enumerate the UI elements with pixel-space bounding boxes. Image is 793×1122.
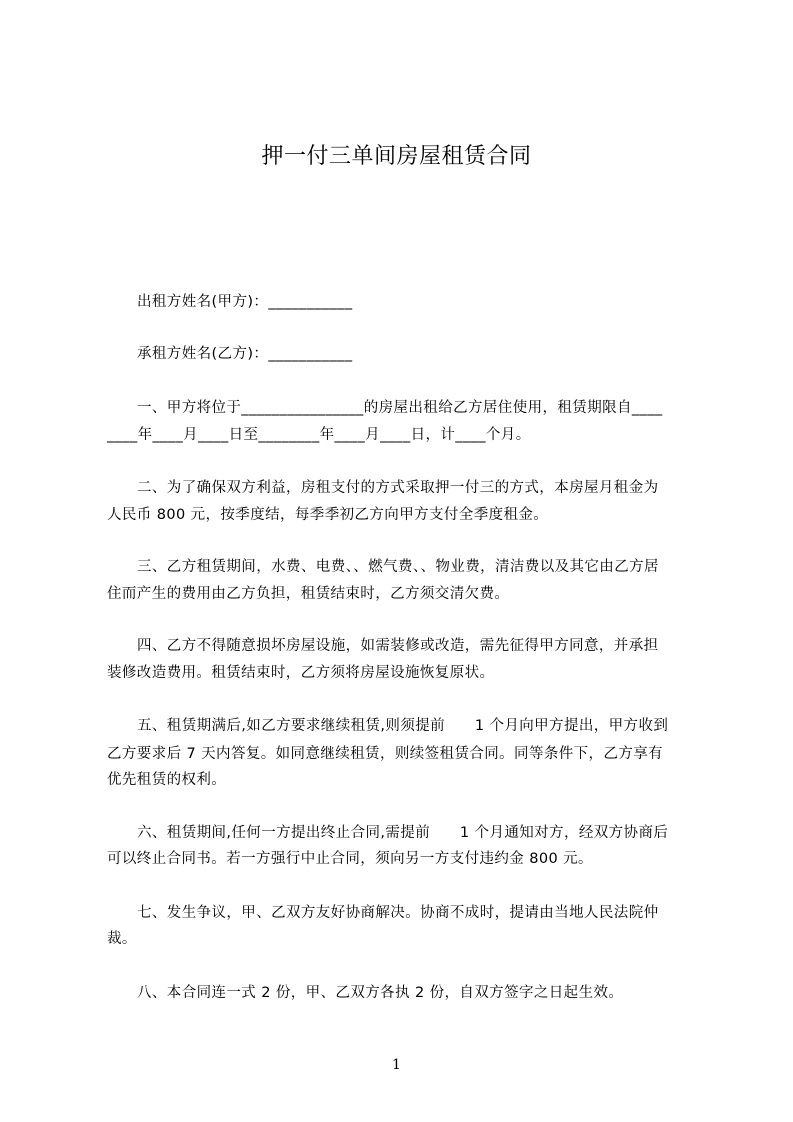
lessee-name-line: 承租方姓名(乙方)：___________	[137, 346, 353, 362]
clause-6-line-1: 六、租赁期间,任何一方提出终止合同,需提前 1 个月通知对方，经双方协商后	[137, 825, 669, 841]
clause-4-line-2: 装修改造费用。租赁结束时，乙方须将房屋设施恢复原状。	[107, 665, 495, 681]
clause-5-line-3: 优先租赁的权利。	[107, 772, 227, 788]
clause-1-line-1: 一、甲方将位于________________的房屋出租给乙方居住使用，租赁期限自____	[137, 400, 663, 416]
clause-4-line-1: 四、乙方不得随意损坏房屋设施，如需装修或改造，需先征得甲方同意，并承担	[137, 638, 659, 654]
clause-7-line-1: 七、发生争议，甲、乙双方友好协商解决。协商不成时，提请由当地人民法院仲	[137, 905, 659, 921]
clause-7-line-2: 裁。	[107, 931, 137, 947]
clause-6-line-2: 可以终止合同书。若一方强行中止合同，须向另一方支付违约金 800 元。	[107, 851, 593, 867]
clause-3-line-2: 住而产生的费用由乙方负担，租赁结束时，乙方须交清欠费。	[107, 586, 510, 602]
clause-5-line-2: 乙方要求后 7 天内答复。如同意继续租赁，则续签租赁合同。同等条件下，乙方享有	[107, 746, 664, 762]
lessor-name-line: 出租方姓名(甲方)：___________	[137, 294, 353, 310]
page-number: 1	[392, 1057, 401, 1073]
clause-2-line-2: 人民币 800 元，按季度结，每季季初乙方向甲方支付全季度租金。	[107, 507, 549, 523]
clause-5-line-1: 五、租赁期满后,如乙方要求继续租赁,则须提前 1 个月向甲方提出，甲方收到	[137, 718, 669, 734]
document-title: 押一付三单间房屋租赁合同	[261, 144, 532, 169]
clause-2-line-1: 二、为了确保双方利益，房租支付的方式采取押一付三的方式，本房屋月租金为	[137, 480, 659, 496]
clause-3-line-1: 三、乙方租赁期间，水费、电费、、燃气费、、物业费，清洁费以及其它由乙方居	[137, 559, 659, 575]
clause-8-line-1: 八、本合同连一式 2 份，甲、乙双方各执 2 份，自双方签字之日起生效。	[137, 985, 624, 1001]
clause-1-line-2: ____年____月____日至________年____月____日，计____个月。	[107, 427, 531, 443]
